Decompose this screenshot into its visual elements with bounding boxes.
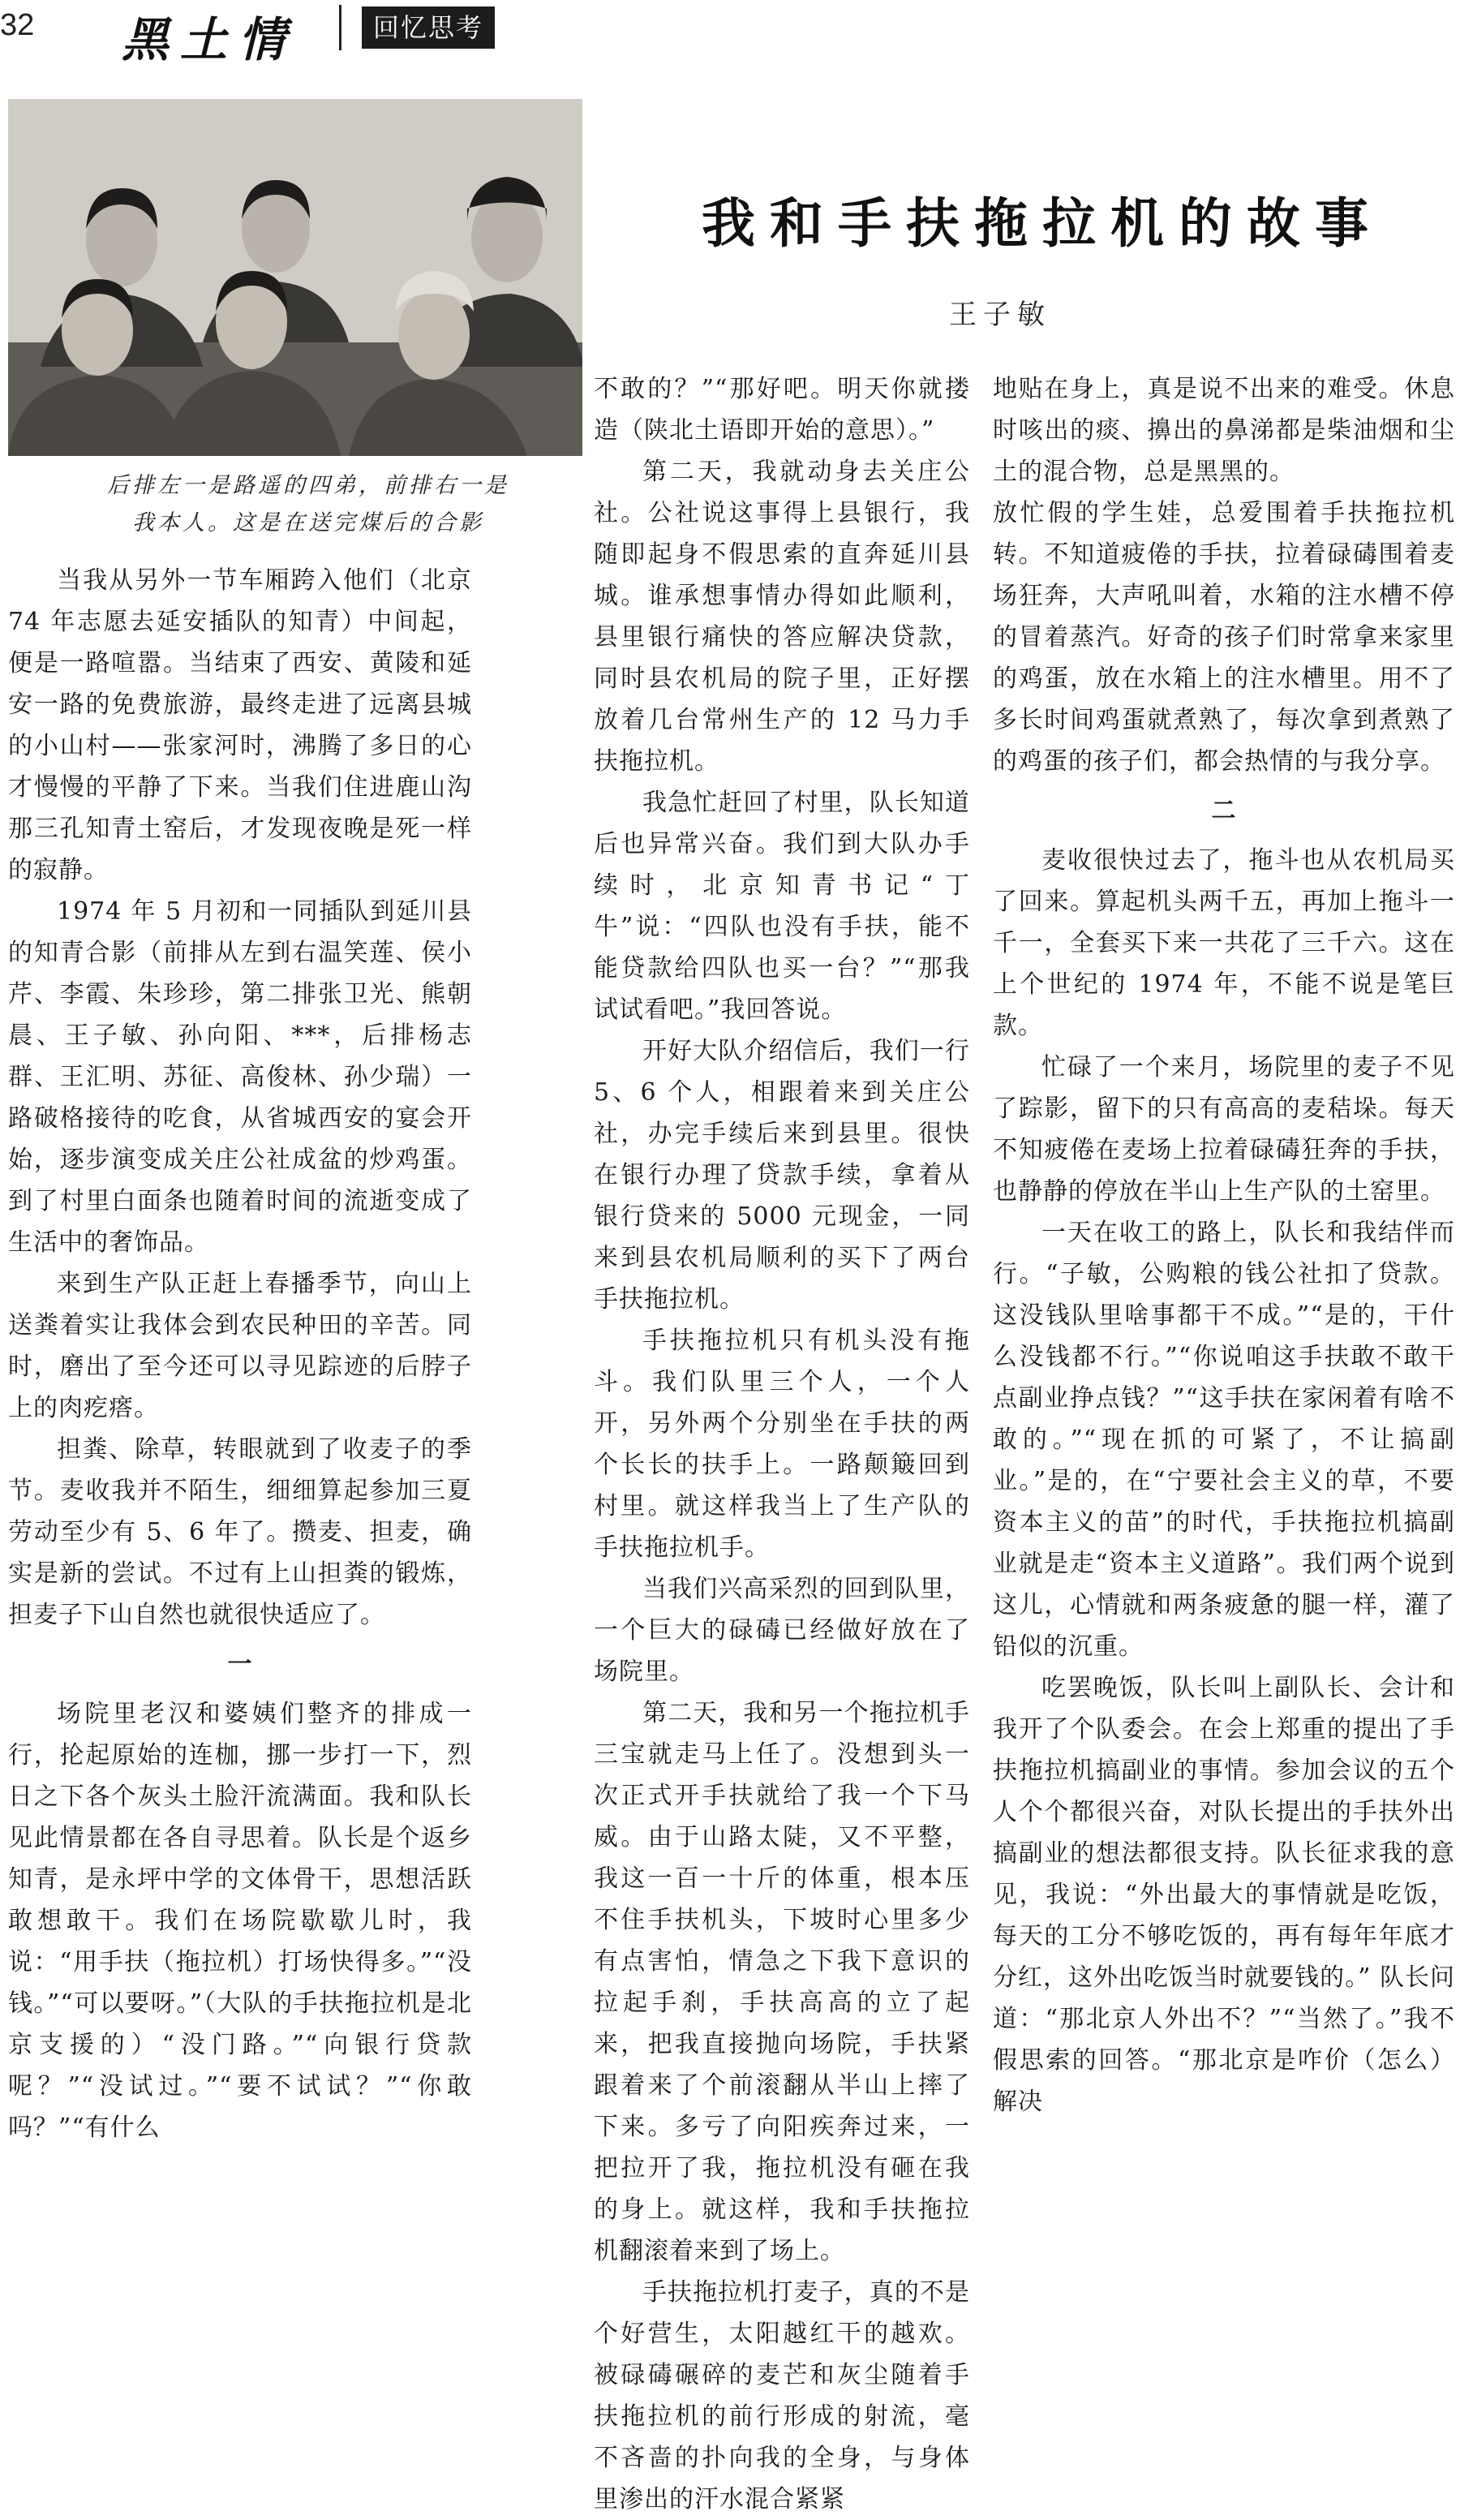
text-column-3	[993, 368, 1455, 2122]
paragraph: 当我们兴高采烈的回到队里，一个巨大的碌碡已经做好放在了场院里。	[594, 1575, 970, 1686]
caption-line: 后排左一是路遥的四弟，前排右一是	[107, 473, 509, 498]
paragraph: 不敢的？”“那好吧。明天你就搂造（陕北土语即开始的意思）。”	[594, 375, 970, 445]
text-column-2	[594, 368, 970, 2520]
paragraph: 放忙假的学生娃，总爱围着手扶拖拉机转。不知道疲倦的手扶，拉着碌碡围着麦场狂奔，大声吼叫着，水箱的注水槽不停的冒着蒸汽。好奇的孩子们时常拿来家里的鸡蛋，放在水箱上的注水槽里。用不了多长时间鸡蛋就煮熟了，每次拿到煮熟了的鸡蛋的孩子们，都会热情的与我分享。	[993, 499, 1455, 776]
paragraph: 第二天，我和另一个拖拉机手三宝就走马上任了。没想到头一次正式开手扶就给了我一个下马威。由于山路太陡，又不平整，我这一百一十斤的体重，根本压不住手扶机头，下坡时心里多少有点害怕，情急之下我下意识的拉起手刹，手扶高高的立了起来，把我直接抛向场院，手扶紧跟着来了个前滚翻从半山上摔了下来。多亏了向阳疾奔过来，一把拉开了我，拖拉机没有砸在我的身上。就这样，我和手扶拖拉机翻滚着来到了场上。	[594, 1699, 970, 2265]
paragraph: 吃罢晚饭，队长叫上副队长、会计和我开了个队委会。在会上郑重的提出了手扶拖拉机搞副业的事情。参加会议的五个人个个都很兴奋，对队长提出的手扶外出搞副业的想法都很支持。队长征求我的意见，我说：“外出最大的事情就是吃饭，每天的工分不够吃饭的，再有每年年底才分红，这外出吃饭当时就要钱的。” 队长问道：“那北京人外出不？”“当然了。”我不假思索的回答。“那北京是咋价（怎么）解决	[993, 1674, 1455, 2116]
group-photo	[8, 99, 582, 456]
text-column-1	[8, 560, 472, 2148]
paragraph: 忙碌了一个来月，场院里的麦子不见了踪影，留下的只有高高的麦秸垛。每天不知疲倦在麦场上拉着碌碡狂奔的手扶，也静静的停放在半山上生产队的土窑里。	[993, 1053, 1455, 1206]
magazine-title: 黑土情	[122, 12, 298, 67]
paragraph: 开好大队介绍信后，我们一行 5、6 个人，相跟着来到关庄公社，办完手续后来到县里。很快在银行办理了贷款手续，拿着从银行贷来的 5000 元现金，一同来到县农机局顺利的买下了两台手扶拖拉机。	[594, 1037, 970, 1314]
paragraph: 当我从另外一节车厢跨入他们（北京 74 年志愿去延安插队的知青）中间起，便是一路喧嚣。当结束了西安、黄陵和延安一路的免费旅游，最终走进了远离县城的小山村——张家河时，沸腾了多日的心才慢慢的平静了下来。当我们住进鹿山沟那三孔知青土窑后，才发现夜晚是死一样的寂静。	[8, 566, 472, 884]
paragraph: 1974 年 5 月初和一同插队到延川县的知青合影（前排从左到右温笑莲、侯小芹、李霞、朱珍珍，第二排张卫光、熊朝晨、王子敏、孙向阳、***，后排杨志群、王汇明、苏征、高俊林、孙少瑞）一路破格接待的吃食，从省城西安的宴会开始，逐步演变成关庄公社成盆的炒鸡蛋。到了村里白面条也随着时间的流逝变成了生活中的奢饰品。	[8, 897, 472, 1257]
page-number: 32	[0, 8, 35, 42]
article-author: 王子敏	[949, 299, 1051, 331]
section-label: 回忆思考	[362, 6, 495, 49]
paragraph: 第二天，我就动身去关庄公社。公社说这事得上县银行，我随即起身不假思索的直奔延川县城。谁承想事情办得如此顺利，县里银行痛快的答应解决贷款，同时县农机局的院子里，正好摆放着几台常州生产的 12 马力手扶拖拉机。	[594, 458, 970, 776]
paragraph: 担粪、除草，转眼就到了收麦子的季节。麦收我并不陌生，细细算起参加三夏劳动至少有 5、6 年了。攒麦、担麦，确实是新的尝试。不过有上山担粪的锻炼，担麦子下山自然也就很快适应了。	[8, 1435, 472, 1629]
group-photo-illustration	[8, 99, 582, 456]
paragraph: 地贴在身上，真是说不出来的难受。休息时咳出的痰、擤出的鼻涕都是柴油烟和尘土的混合物，总是黑黑的。	[993, 375, 1455, 486]
paragraph: 来到生产队正赶上春播季节，向山上送粪着实让我体会到农民种田的辛苦。同时，磨出了至今还可以寻见踪迹的后脖子上的肉疙瘩。	[8, 1270, 472, 1422]
caption-line: 我本人。这是在送完煤后的合影	[132, 510, 484, 535]
photo-caption	[32, 467, 584, 542]
header-divider	[339, 5, 341, 50]
section-heading: 二	[1211, 797, 1237, 825]
paragraph: 我急忙赶回了村里，队长知道后也异常兴奋。我们到大队办手续时，北京知青书记“丁牛”说：“四队也没有手扶，能不能贷款给四队也买一台？”“那我试试看吧。”我回答说。	[594, 789, 970, 1024]
paragraph: 手扶拖拉机只有机头没有拖斗。我们队里三个人，一个人开，另外两个分别坐在手扶的两个长长的扶手上。一路颠簸回到村里。就这样我当上了生产队的手扶拖拉机手。	[594, 1327, 970, 1562]
paragraph: 场院里老汉和婆姨们整齐的排成一行，抡起原始的连枷，挪一步打一下，烈日之下各个灰头土脸汗流满面。我和队长见此情景都在各自寻思着。队长是个返乡知青，是永坪中学的文体骨干，思想活跃敢想敢干。我们在场院歇歇儿时，我说：“用手扶（拖拉机）打场快得多。”“没钱。”“可以要呀。”（大队的手扶拖拉机是北京支援的）“没门路。”“向银行贷款呢？”“没试过。”“要不试试？”“你敢吗？”“有什么	[8, 1700, 472, 2142]
paragraph: 一天在收工的路上，队长和我结伴而行。“子敏，公购粮的钱公社扣了贷款。这没钱队里啥事都干不成。”“是的，干什么没钱都不行。”“你说咱这手扶敢不敢干点副业挣点钱？”“这手扶在家闲着有啥不敢的。”“现在抓的可紧了，不让搞副业。”是的，在“宁要社会主义的草，不要资本主义的苗”的时代，手扶拖拉机搞副业就是走“资本主义道路”。我们两个说到这儿，心情就和两条疲惫的腿一样，灌了铅似的沉重。	[993, 1219, 1455, 1661]
article-title: 我和手扶拖拉机的故事	[702, 191, 1383, 255]
paragraph: 麦收很快过去了，拖斗也从农机局买了回来。算起机头两千五，再加上拖斗一千一，全套买下来一共花了三千六。这在上个世纪的 1974 年，不能不说是笔巨款。	[993, 846, 1455, 1040]
paragraph: 手扶拖拉机打麦子，真的不是个好营生，太阳越红干的越欢。被碌碡碾碎的麦芒和灰尘随着手扶拖拉机的前行形成的射流，毫不吝啬的扑向我的全身，与身体里渗出的汗水混合紧紧	[594, 2278, 970, 2514]
section-heading: 一	[227, 1650, 253, 1679]
